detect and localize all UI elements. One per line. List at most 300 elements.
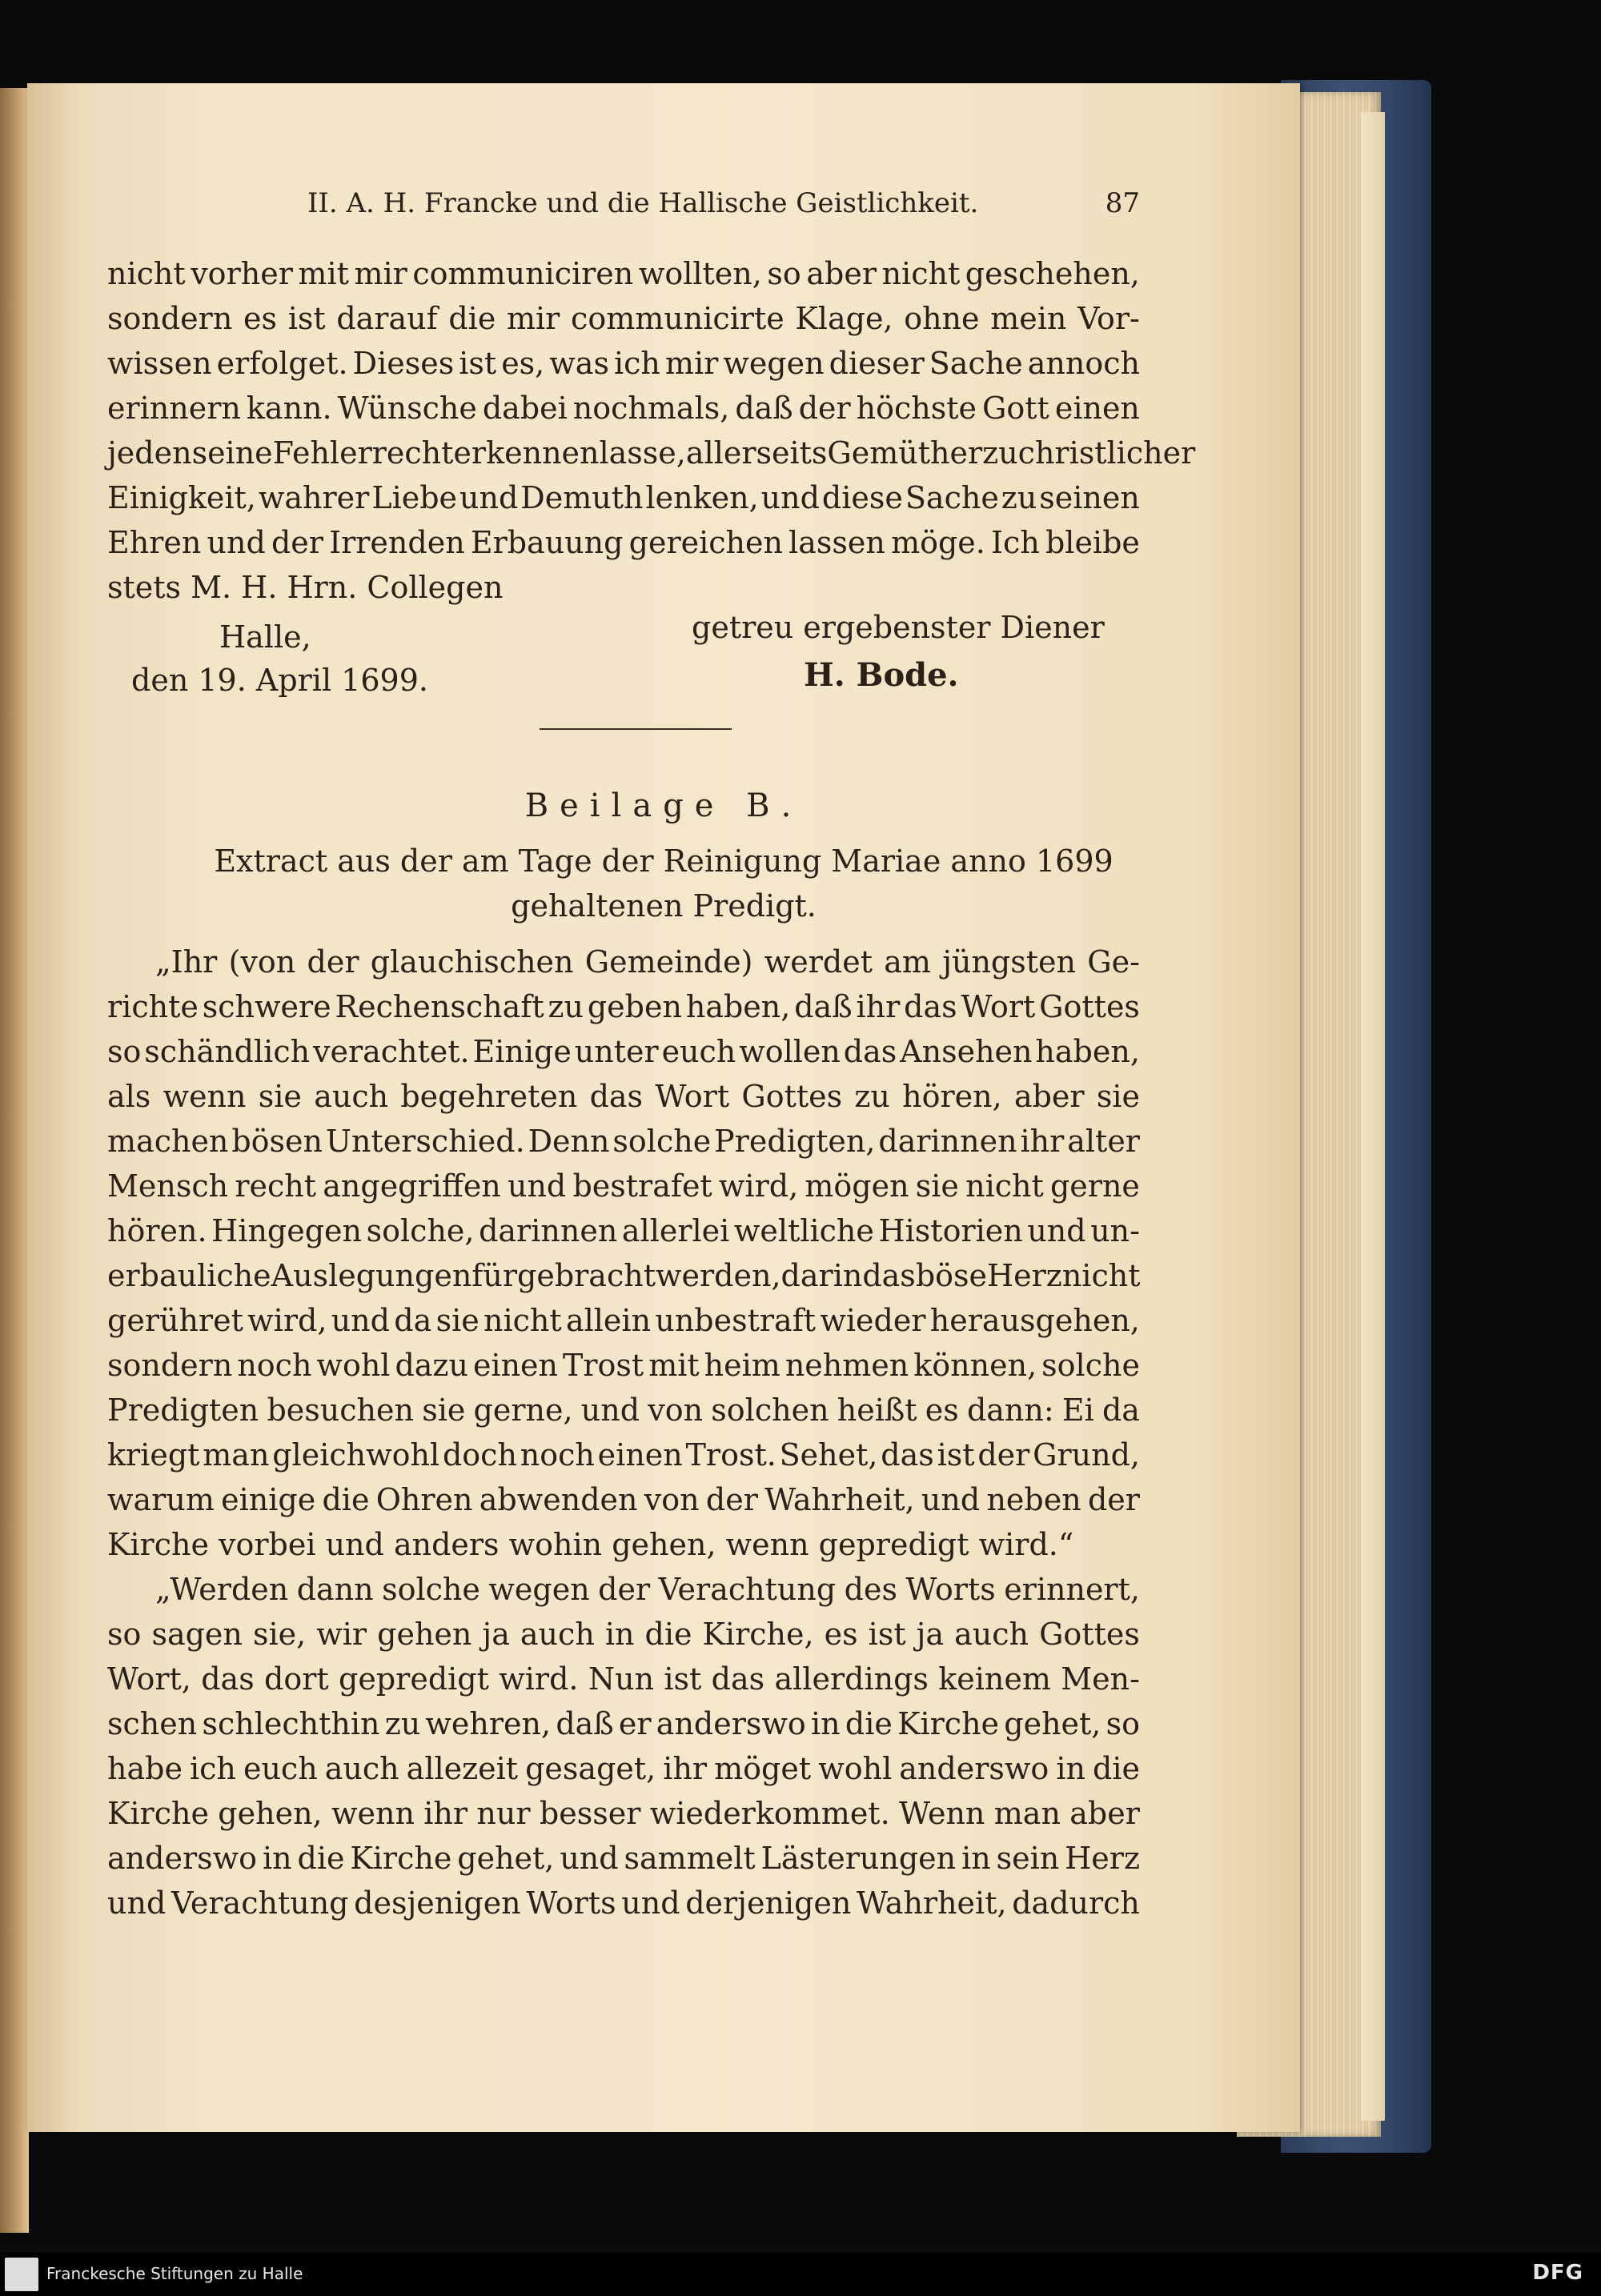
word: lassen — [788, 525, 885, 560]
word: bestrafet — [572, 1168, 712, 1204]
text-line — [107, 1567, 1140, 1612]
word: gesaget, — [525, 1751, 656, 1786]
word: in — [961, 1841, 991, 1876]
word: auch — [324, 1751, 399, 1786]
word: Ich — [991, 525, 1040, 560]
word: wohl — [316, 1348, 391, 1383]
word: geschehen, — [965, 256, 1140, 291]
text-line — [107, 1836, 1140, 1881]
word: wiederkommet. — [649, 1796, 890, 1831]
text-line — [107, 520, 1140, 565]
word: Kirche — [107, 1796, 209, 1831]
word: annoch — [1027, 346, 1140, 381]
word: wird, — [247, 1303, 327, 1338]
word: gerühret — [107, 1303, 243, 1338]
word: nur — [476, 1796, 531, 1831]
word: unbestraft — [655, 1303, 817, 1338]
word: dieser — [829, 346, 925, 381]
word: richte — [107, 989, 199, 1024]
word: Worts — [526, 1885, 616, 1921]
word: in — [262, 1841, 292, 1876]
text-line — [107, 251, 1140, 296]
word: Dieses — [352, 346, 455, 381]
word: es — [243, 301, 277, 336]
word: wohl — [818, 1751, 893, 1786]
text-line — [107, 1388, 1140, 1432]
word: Ansehen — [900, 1034, 1033, 1069]
word: wegen — [723, 346, 825, 381]
word: und — [760, 480, 820, 515]
word: höchste — [856, 391, 977, 426]
word: gehet, — [457, 1841, 555, 1876]
word: ihr — [663, 1751, 708, 1786]
page-edges-inner — [1361, 112, 1385, 2121]
word: Sache — [929, 346, 1023, 381]
letter-text — [107, 251, 1196, 610]
word: allezeit — [406, 1751, 519, 1786]
word: nehmen — [784, 1348, 909, 1383]
word: die — [1093, 1751, 1140, 1786]
word: in — [811, 1706, 841, 1741]
word: und — [621, 1885, 680, 1921]
word: (von — [228, 944, 296, 980]
word: in — [604, 1617, 635, 1652]
word: Wahrheit, — [764, 1482, 915, 1517]
text-line — [107, 1612, 1140, 1657]
word: auch — [314, 1079, 389, 1114]
word: und — [580, 1392, 640, 1428]
word: schwere — [202, 989, 331, 1024]
text-line — [107, 296, 1140, 341]
appendix-title-line-1: Extract aus der am Tage der Reinigung Mariae anno 1699 — [214, 843, 1113, 879]
word: Irrenden — [329, 525, 465, 560]
word: einen — [472, 1348, 559, 1383]
page-number: 87 — [1105, 187, 1140, 219]
word: böse — [915, 1258, 988, 1293]
word: Wort, — [107, 1661, 191, 1697]
word: wenn — [331, 1796, 415, 1831]
word: schen — [107, 1706, 198, 1741]
word: und — [507, 1168, 567, 1204]
word: allerseits — [685, 435, 828, 471]
word: das — [201, 1661, 255, 1697]
word: sagen — [151, 1617, 243, 1652]
word: daß — [794, 989, 853, 1024]
viewer-footer — [0, 2253, 1601, 2296]
word: daß — [556, 1706, 614, 1741]
word: Unterschied. — [325, 1124, 525, 1159]
word: der — [307, 944, 359, 980]
word: gehet, — [1004, 1706, 1101, 1741]
institution-logo-icon — [5, 2258, 38, 2291]
word: werden, — [656, 1258, 781, 1293]
word: communiciren — [412, 256, 634, 291]
word: gerne, — [473, 1392, 573, 1428]
word: die — [644, 1617, 692, 1652]
word: zu — [854, 1079, 890, 1114]
word: der — [271, 525, 323, 560]
word: es, — [501, 346, 545, 381]
word: glauchischen — [370, 944, 574, 980]
word: anderswo — [899, 1751, 1049, 1786]
word: nicht — [1061, 1258, 1141, 1293]
word: wenn — [163, 1079, 247, 1114]
word: Kirche vorbei und anders wohin gehen, wenn gepredigt wird.“ — [107, 1527, 1074, 1562]
word: bleibe — [1045, 525, 1140, 560]
word: lenken, — [645, 480, 759, 515]
text-line — [107, 1029, 1140, 1074]
word: christlicher — [1017, 435, 1196, 471]
word: möge. — [891, 525, 985, 560]
word: ist — [287, 301, 326, 336]
word: Trost — [563, 1348, 644, 1383]
word: Wenn — [899, 1796, 985, 1831]
word: warum — [107, 1482, 215, 1517]
section-divider — [540, 728, 732, 730]
word: Einige — [472, 1034, 572, 1069]
word: ich — [190, 1751, 236, 1786]
word: und — [459, 480, 519, 515]
word: sie — [1096, 1079, 1140, 1114]
closing-valediction: getreu ergebenster Diener — [692, 610, 1105, 645]
word: nicht — [965, 1168, 1044, 1204]
word: euch — [243, 1751, 318, 1786]
word: die — [448, 301, 496, 336]
word: seinen — [1039, 480, 1140, 515]
word: Wünsche — [337, 391, 477, 426]
word: man — [203, 1437, 270, 1473]
word: sein — [996, 1841, 1060, 1876]
word: wird. — [499, 1661, 579, 1697]
word: gereichen — [628, 525, 783, 560]
word: zu — [548, 989, 584, 1024]
running-title: II. A. H. Francke und die Hallische Geistlichkeit. — [307, 187, 979, 219]
text-line — [107, 565, 1140, 610]
word: heim — [704, 1348, 780, 1383]
word: nicht — [881, 256, 961, 291]
word: das — [589, 1079, 644, 1114]
word: die — [297, 1841, 345, 1876]
word: noch — [237, 1348, 312, 1383]
text-line — [107, 1432, 1140, 1477]
word: Erbauung — [470, 525, 624, 560]
word: auch — [954, 1617, 1029, 1652]
word: ist — [459, 346, 497, 381]
text-line — [107, 386, 1140, 431]
word: Mensch — [107, 1168, 229, 1204]
word: möget — [714, 1751, 812, 1786]
institution-name: Franckesche Stiftungen zu Halle — [46, 2264, 303, 2283]
word: Gottes — [741, 1079, 843, 1114]
word: jüngsten — [942, 944, 1076, 980]
word: Gemüther — [827, 435, 983, 471]
word: darauf — [336, 301, 438, 336]
word: solche, — [366, 1213, 475, 1248]
word: kriegt — [107, 1437, 200, 1473]
word: dadurch — [1012, 1885, 1140, 1921]
word: ihr — [856, 989, 901, 1024]
word: Men- — [1061, 1661, 1140, 1697]
word: Sehet, — [779, 1437, 878, 1473]
word: heißt — [837, 1392, 917, 1428]
word: es — [824, 1617, 858, 1652]
word: einen — [597, 1437, 683, 1473]
word: Ge- — [1087, 944, 1140, 980]
word: Worts — [905, 1572, 996, 1607]
dfg-logo: DFG — [1532, 2261, 1583, 2285]
word: ihr — [1020, 1124, 1065, 1159]
appendix-heading: Beilage B. — [524, 787, 803, 824]
word: das — [881, 1437, 934, 1473]
word: Rechenschaft — [335, 989, 544, 1024]
word: ohne — [904, 301, 980, 336]
word: mir — [507, 301, 560, 336]
word: ich — [613, 346, 660, 381]
word: habe — [107, 1751, 183, 1786]
word: mögen — [805, 1168, 909, 1204]
word: Gemeinde) — [584, 944, 753, 980]
word: ist — [937, 1437, 975, 1473]
word: als — [107, 1079, 151, 1114]
word: zu — [982, 435, 1018, 471]
word: darinnen — [479, 1213, 618, 1248]
word: ihr — [423, 1796, 468, 1831]
word: angegriffen — [323, 1168, 501, 1204]
text-line — [107, 475, 1140, 520]
word: einige — [221, 1482, 316, 1517]
word: Gottes — [1039, 1617, 1140, 1652]
word: Kirche, — [702, 1617, 814, 1652]
word: dann — [296, 1572, 374, 1607]
word: das — [904, 989, 957, 1024]
word: die — [845, 1706, 893, 1741]
word: derjenigen — [685, 1885, 852, 1921]
word: haben, — [685, 989, 791, 1024]
word: allein — [565, 1303, 652, 1338]
text-line — [107, 1701, 1140, 1746]
word: wehren, — [425, 1706, 552, 1741]
word: werdet — [764, 944, 873, 980]
word: dort — [264, 1661, 329, 1697]
word: Kirche — [350, 1841, 452, 1876]
word: wieder — [820, 1303, 926, 1338]
closing-date: den 19. April 1699. — [131, 663, 428, 698]
word: wissen — [107, 346, 212, 381]
word: lasse, — [599, 435, 686, 471]
word: mit — [298, 256, 349, 291]
word: erinnern — [107, 391, 241, 426]
word: Trost. — [685, 1437, 776, 1473]
word: weltliche — [733, 1213, 874, 1248]
word: erkennen — [453, 435, 600, 471]
appendix-title-line-2: gehaltenen Predigt. — [511, 888, 817, 924]
word: doch — [442, 1437, 517, 1473]
word: Sache — [905, 480, 999, 515]
word: am — [884, 944, 931, 980]
word: begehreten — [400, 1079, 578, 1114]
word: fürgebracht — [471, 1258, 656, 1293]
word: der — [705, 1482, 758, 1517]
word: allerlei — [621, 1213, 730, 1248]
word: Ei — [1061, 1392, 1094, 1428]
word: herausgehen, — [929, 1303, 1140, 1338]
word: Kirche — [897, 1706, 1000, 1741]
word: aber — [1069, 1796, 1140, 1831]
word: erfolget. — [216, 346, 348, 381]
word: und — [107, 1885, 167, 1921]
word: sondern — [107, 301, 233, 336]
closing-place: Halle, — [219, 619, 311, 655]
word: Klage, — [795, 301, 893, 336]
word: man — [993, 1796, 1061, 1831]
word: der — [1087, 1482, 1140, 1517]
word: die — [322, 1482, 370, 1517]
word: Liebe — [371, 480, 458, 515]
text-line — [107, 1298, 1140, 1343]
text-line — [107, 1164, 1140, 1208]
word: gerne — [1049, 1168, 1140, 1204]
text-line — [107, 1791, 1140, 1836]
word: sammelt — [624, 1841, 756, 1876]
word: besuchen — [267, 1392, 414, 1428]
word: machen — [107, 1124, 229, 1159]
word: da — [394, 1303, 432, 1338]
word: sie — [422, 1392, 466, 1428]
word: Einigkeit, — [107, 480, 256, 515]
word: ist — [664, 1661, 702, 1697]
text-line — [107, 1477, 1140, 1522]
word: kann. — [246, 391, 332, 426]
word: Verachtung — [658, 1572, 837, 1607]
word: mir — [664, 346, 719, 381]
word: des — [844, 1572, 897, 1607]
word: Verachtung — [171, 1885, 349, 1921]
word: solche — [1041, 1348, 1140, 1383]
word: einen — [1054, 391, 1140, 426]
word: stets M. H. Hrn. Collegen — [107, 570, 504, 605]
word: Grund, — [1033, 1437, 1140, 1473]
word: un- — [1090, 1213, 1140, 1248]
word: nicht — [484, 1303, 562, 1338]
word: keinem — [938, 1661, 1051, 1697]
word: Historien — [878, 1213, 1023, 1248]
word: noch — [520, 1437, 595, 1473]
word: seine — [191, 435, 273, 471]
word: es — [925, 1392, 959, 1428]
word: sie — [258, 1079, 302, 1114]
word: neben — [986, 1482, 1081, 1517]
word: können, — [913, 1348, 1037, 1383]
word: aber — [1013, 1079, 1085, 1114]
word: Hingegen — [211, 1213, 363, 1248]
text-line — [107, 431, 1196, 475]
word: wegen — [488, 1572, 590, 1607]
word: gleichwohl — [272, 1437, 440, 1473]
word: gehen — [377, 1617, 472, 1652]
text-line — [107, 1119, 1140, 1164]
text-line — [107, 1746, 1140, 1791]
text-line — [107, 1881, 1140, 1925]
word: Herz — [987, 1258, 1062, 1293]
word: er — [618, 1706, 652, 1741]
word: Wort — [655, 1079, 730, 1114]
word: besser — [539, 1796, 641, 1831]
word: da — [1101, 1392, 1140, 1428]
word: so — [107, 1034, 142, 1069]
word: jeden — [107, 435, 192, 471]
word: so — [767, 256, 801, 291]
word: desjenigen — [354, 1885, 521, 1921]
word: dabei — [482, 391, 568, 426]
word: auch — [520, 1617, 595, 1652]
word: communicirte — [571, 301, 784, 336]
word: Nun — [588, 1661, 655, 1697]
word: anderswo — [656, 1706, 806, 1741]
word: und — [1027, 1213, 1086, 1248]
sermon-text — [107, 940, 1140, 1925]
word: Wahrheit, — [857, 1885, 1007, 1921]
word: Herz — [1065, 1841, 1140, 1876]
word: schlechthin — [202, 1706, 380, 1741]
word: recht — [235, 1168, 317, 1204]
word: Gott — [982, 391, 1049, 426]
word: darinnen — [878, 1124, 1017, 1159]
word: Predigten, — [714, 1124, 876, 1159]
word: nicht — [107, 256, 186, 291]
word: Ohren — [375, 1482, 473, 1517]
word: euch — [661, 1034, 736, 1069]
word: von — [648, 1392, 704, 1428]
word: Auslegungen — [271, 1258, 472, 1293]
word: daß — [735, 391, 793, 426]
word: schändlich — [144, 1034, 311, 1069]
text-line — [107, 1343, 1140, 1388]
word: hören, — [902, 1079, 1002, 1114]
word: der — [977, 1437, 1030, 1473]
text-line — [107, 940, 1140, 984]
text-line — [107, 341, 1140, 386]
word: vorher — [191, 256, 293, 291]
word: Gottes — [1039, 989, 1140, 1024]
word: aber — [806, 256, 877, 291]
text-line — [107, 1208, 1140, 1253]
word: das — [843, 1034, 897, 1069]
word: und — [331, 1303, 390, 1338]
word: recht — [371, 435, 454, 471]
word: von — [644, 1482, 700, 1517]
word: Denn — [528, 1124, 610, 1159]
word: abwenden — [479, 1482, 638, 1517]
running-header — [307, 187, 1140, 219]
word: bösen — [231, 1124, 323, 1159]
word: mir — [354, 256, 407, 291]
word: anderswo — [107, 1841, 258, 1876]
word: erbauliche — [107, 1258, 271, 1293]
word: was — [549, 346, 609, 381]
text-line — [107, 1074, 1140, 1119]
word: Vor- — [1077, 301, 1140, 336]
word: so — [1105, 1706, 1140, 1741]
word: geben — [587, 989, 682, 1024]
word: sie — [435, 1303, 479, 1338]
word: solche — [382, 1572, 480, 1607]
word: wird, — [718, 1168, 799, 1204]
word: nochmals, — [572, 391, 730, 426]
text-line — [107, 1657, 1140, 1701]
word: alter — [1067, 1124, 1140, 1159]
word: diese — [821, 480, 903, 515]
word: Lästerungen — [760, 1841, 957, 1876]
